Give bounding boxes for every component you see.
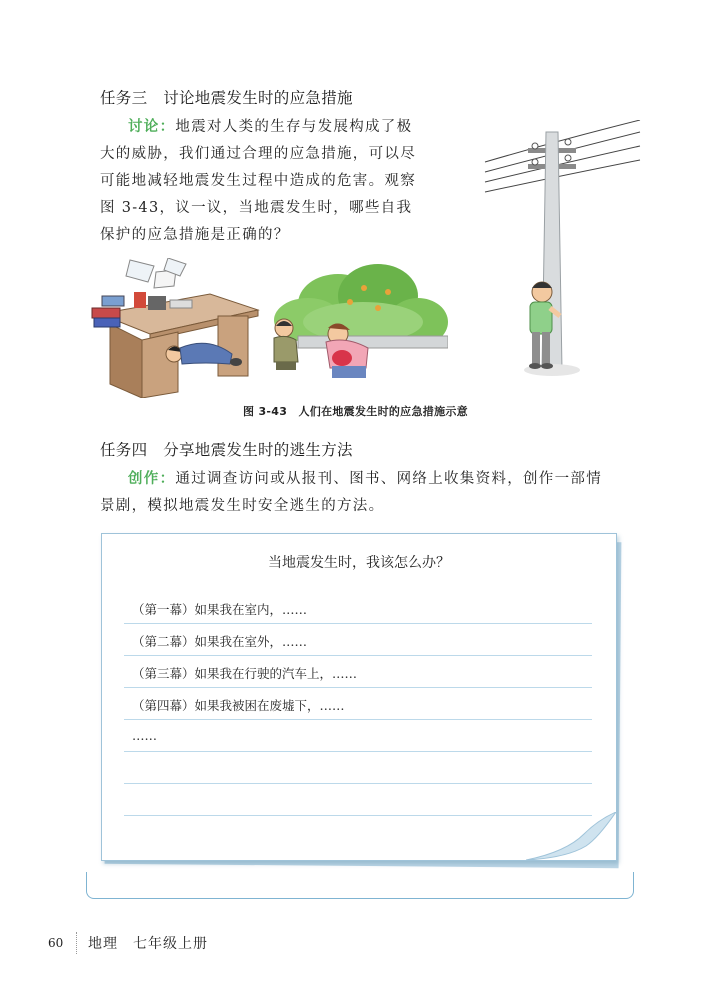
- utility-pole-illustration: [480, 120, 645, 380]
- desk-shelter-illustration: [90, 258, 260, 398]
- card-line: [124, 751, 592, 752]
- page-curl-icon: [526, 812, 616, 860]
- task3-line2: 大的威胁，我们通过合理的应急措施，可以尽: [100, 146, 416, 162]
- page-number: 60: [48, 932, 77, 954]
- task3-title: 任务三 讨论地震发生时的应急措施: [100, 89, 353, 107]
- task3-line1: [128, 114, 412, 141]
- card-row: ……: [132, 728, 157, 743]
- card-row: （第二幕）如果我在室外，……: [132, 634, 308, 649]
- task3-line5: 保护的应急措施是正确的？: [100, 227, 290, 243]
- card-row: （第四幕）如果我被困在废墟下，……: [132, 698, 345, 713]
- scenario-card: [101, 533, 617, 861]
- card-line: [124, 623, 592, 624]
- outdoor-crouch-illustration: [268, 262, 448, 392]
- figure-caption: 图 3-43 人们在地震发生时的应急措施示意: [243, 405, 468, 418]
- card-line: [124, 815, 592, 816]
- book-title: 地理 七年级上册: [88, 936, 208, 952]
- card-row: （第三幕）如果我在行驶的汽车上，……: [132, 666, 358, 681]
- task3-line4: 图 3-43，议一议，当地震发生时，哪些自我: [100, 200, 413, 216]
- card-line: [124, 719, 592, 720]
- card-title: 当地震发生时，我该怎么办？: [268, 555, 450, 571]
- task4-line1-text: 通过调查访问或从报刊、图书、网络上收集资料，创作一部情: [175, 471, 603, 487]
- card-line: [124, 687, 592, 688]
- task3-line1-text: 地震对人类的生存与发展构成了极: [175, 119, 413, 135]
- discussion-label: 讨论：: [128, 119, 176, 135]
- card-bracket: [86, 872, 634, 899]
- card-row: （第一幕）如果我在室内，……: [132, 602, 308, 617]
- task3-line3: 可能地减轻地震发生过程中造成的危害。观察: [100, 173, 416, 189]
- card-line: [124, 783, 592, 784]
- task4-title: 任务四 分享地震发生时的逃生方法: [100, 441, 353, 459]
- task4-line2: 景剧，模拟地震发生时安全逃生的方法。: [100, 498, 385, 514]
- card-line: [124, 655, 592, 656]
- task4-line1: [128, 466, 602, 493]
- creation-label: 创作：: [128, 471, 176, 487]
